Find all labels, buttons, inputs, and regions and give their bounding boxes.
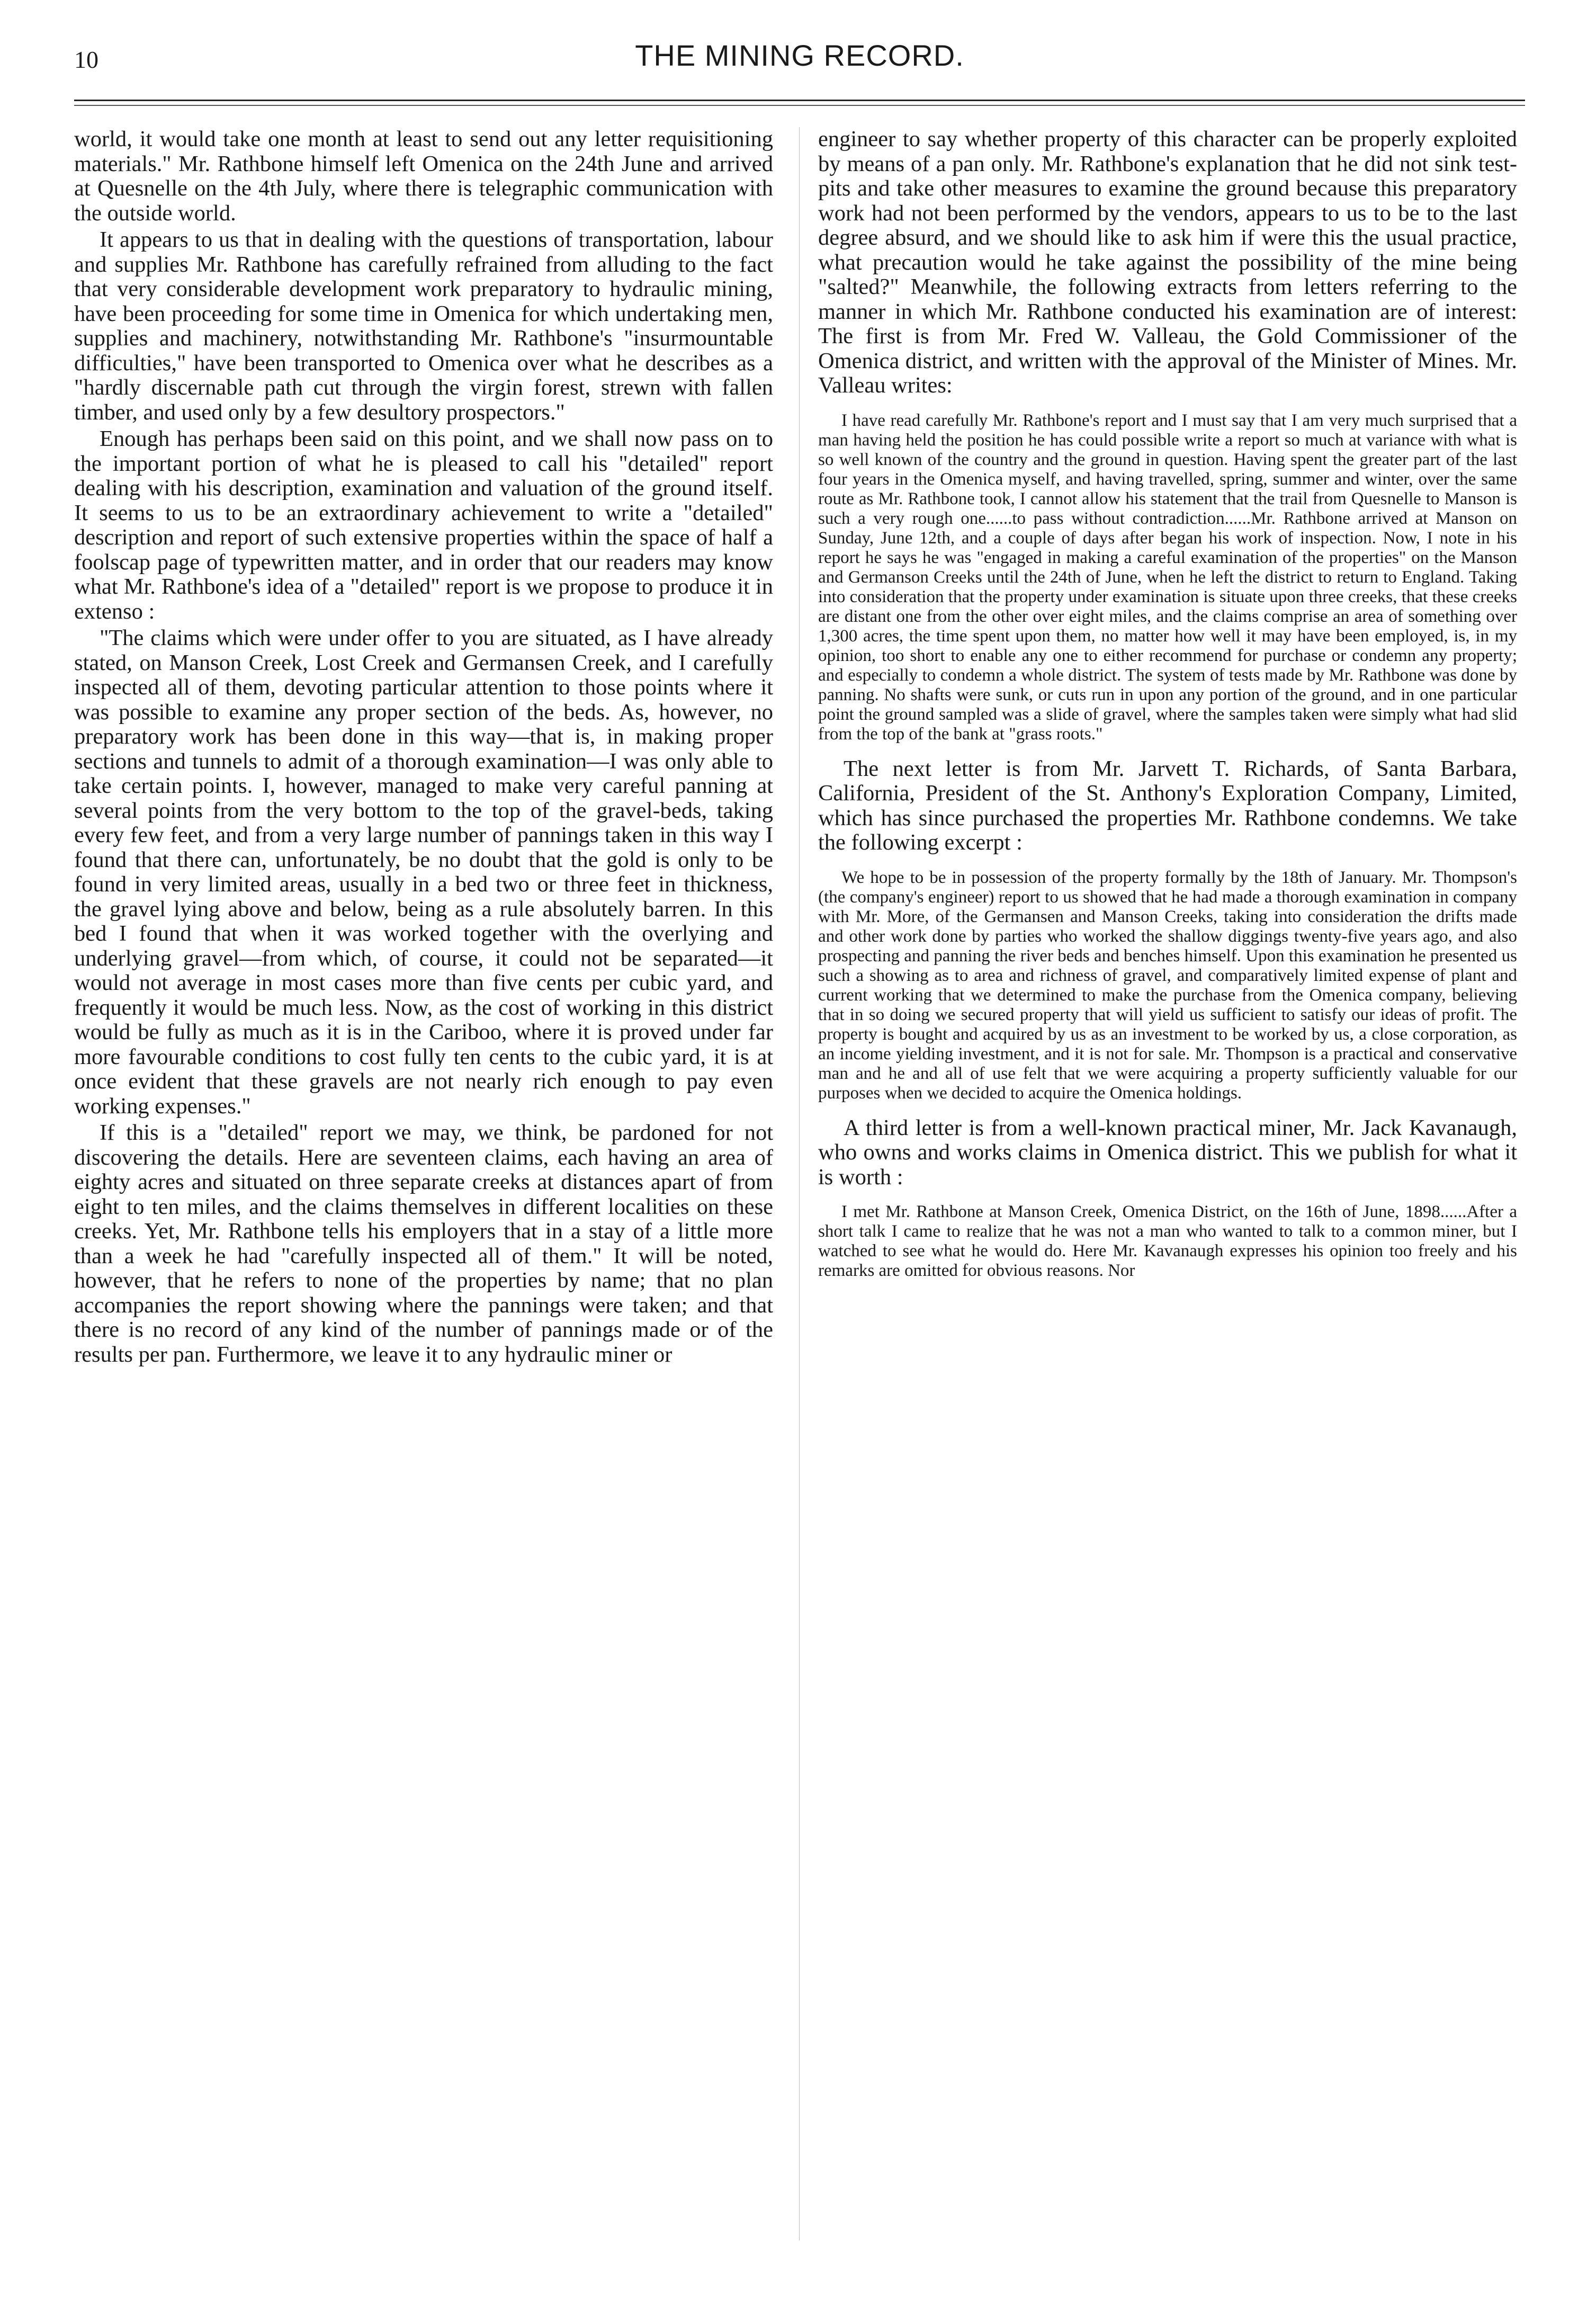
left-paragraph-2: It appears to us that in dealing with the questions of transportation, labour and supplies Mr. Rathbone has carefully refrained from alluding to the fact that very considerable development work preparatory to hydraulic mining, have been proceeding for some time in Omenica for which undertaking men, supplies and machinery, notwithstanding Mr. Rathbone's "insurmountable difficulties," have been transported to Omenica over what he describes as a "hardly discernable path cut through the virgin forest, strewn with fallen timber, and used only by a few desultory prospectors.": [74, 227, 773, 425]
right-paragraph-3: A third letter is from a well-known practical miner, Mr. Jack Kavanaugh, who owns and works claims in Omenica district. This we publish for what it is worth :: [818, 1115, 1517, 1190]
right-column: [818, 127, 1517, 2277]
left-paragraph-3: Enough has perhaps been said on this point, and we shall now pass on to the important portion of what he is pleased to call his "detailed" report dealing with his description, examination and valuation of the ground itself. It seems to us to be an extraordinary achievement to write a "detailed" description and report of such extensive properties within the space of half a foolscap page of typewritten matter, and in order that our readers may know what Mr. Rathbone's idea of a "detailed" report is we propose to produce it in extenso :: [74, 426, 773, 624]
header-rule: [74, 100, 1525, 101]
page-header: [74, 38, 1525, 91]
running-title: THE MINING RECORD.: [635, 39, 964, 72]
left-paragraph-1: world, it would take one month at least to send out any letter requisitioning materials." Mr. Rathbone himself left Omenica on the 24th June and arrived at Quesnelle on the 4th July, where there is telegraphic communication with the outside world.: [74, 127, 773, 226]
kavanaugh-letter-quote: I met Mr. Rathbone at Manson Creek, Omenica District, on the 16th of June, 1898......After a short talk I came to realize that he was not a man who wanted to talk to a common miner, but I watched to see what he would do. Here Mr. Kavanaugh expresses his opinion too freely and his remarks are omitted for obvious reasons. Nor: [818, 1202, 1517, 1280]
header-rule-secondary: [74, 105, 1525, 106]
right-paragraph-1: engineer to say whether property of this character can be properly exploited by means of a pan only. Mr. Rathbone's explanation that he did not sink test-pits and take other measures to examine the ground because this preparatory work had not been performed by the vendors, appears to us to be to the last degree absurd, and we should like to ask him if were this the usual practice, what precaution would he take against the possibility of the mine being "salted?" Meanwhile, the following extracts from letters referring to the manner in which Mr. Rathbone conducted his examination are of interest: The first is from Mr. Fred W. Valleau, the Gold Commissioner of the Omenica district, and written with the approval of the Minister of Mines. Mr. Valleau writes:: [818, 127, 1517, 398]
left-paragraph-4: "The claims which were under offer to you are situated, as I have already stated, on Manson Creek, Lost Creek and Germansen Creek, and I carefully inspected all of them, devoting particular attention to those points where it was possible to examine any proper section of the beds. As, however, no preparatory work has been done in this way—that is, in making proper sections and tunnels to admit of a thorough examination—I was only able to take certain points. I, however, managed to make very careful panning at several points from the very bottom to the top of the gravel-beds, taking every few feet, and from a very large number of pannings taken in this way I found that there can, unfortunately, be no doubt that the gold is only to be found in very limited areas, usually in a bed two or three feet in thickness, the gravel lying above and below, being as a rule absolutely barren. In this bed I found that when it was worked together with the overlying and underlying gravel—from which, of course, it could not be separated—it would not average in most cases more than five cents per cubic yard, and frequently it would be much less. Now, as the cost of working in this district would be fully as much as it is in the Cariboo, where it is proved under far more favourable conditions to cost fully ten cents to the cubic yard, it is at once evident that these gravels are not nearly rich enough to pay even working expenses.": [74, 625, 773, 1119]
right-paragraph-2: The next letter is from Mr. Jarvett T. Richards, of Santa Barbara, California, President of the St. Anthony's Exploration Company, Limited, which has since purchased the properties Mr. Rathbone condemns. We take the following excerpt :: [818, 756, 1517, 855]
column-divider: [799, 127, 800, 2240]
richards-letter-quote: We hope to be in possession of the property formally by the 18th of January. Mr. Thompson's (the company's engineer) report to us showed that he had made a thorough examination in company with Mr. More, of the Germansen and Manson Creeks, taking into consideration the drifts made and other work done by parties who worked the shallow diggings twenty-five years ago, and also prospecting and panning the river beds and benches himself. Upon this examination he presented us such a showing as to area and richness of gravel, and comparatively limited expense of plant and current working that we determined to make the purchase from the Omenica company, believing that in so doing we secured property that will yield us sufficient to satisfy our ideas of profit. The property is bought and acquired by us as an investment to be worked by us, a close corporation, as an income yielding investment, and it is not for sale. Mr. Thompson is a practical and conservative man and he and all of use felt that we were acquiring a property sufficiently valuable for our purposes when we decided to acquire the Omenica holdings.: [818, 868, 1517, 1103]
page-number: 10: [74, 46, 98, 73]
left-paragraph-5: If this is a "detailed" report we may, we think, be pardoned for not discovering the details. Here are seventeen claims, each having an area of eighty acres and situated on three separate creeks at distances apart of from eight to ten miles, and the claims themselves in different localities on these creeks. Yet, Mr. Rathbone tells his employers that in a stay of a little more than a week he had "carefully inspected all of them." It will be noted, however, that he refers to none of the properties by name; that no plan accompanies the report showing where the pannings were taken; and that there is no record of any kind of the number of pannings made or of the results per pan. Furthermore, we leave it to any hydraulic miner or: [74, 1120, 773, 1367]
valleau-letter-quote: I have read carefully Mr. Rathbone's report and I must say that I am very much surprised that a man having held the position he has could possible write a report so much at variance with what is so well known of the country and the ground in question. Having spent the greater part of the last four years in the Omenica myself, and having travelled, spring, summer and winter, over the same route as Mr. Rathbone took, I cannot allow his statement that the trail from Quesnelle to Manson is such a very rough one......to pass without contradiction......Mr. Rathbone arrived at Manson on Sunday, June 12th, and a couple of days after began his work of inspection. Now, I note in his report he says he was "engaged in making a careful examination of the properties" on the Manson and Germanson Creeks until the 24th of June, when he left the district to return to England. Taking into consideration that the property under examination is situate upon three creeks, that these creeks are distant one from the other over eight miles, and the claims comprise an area of something over 1,300 acres, the time spent upon them, no matter how well it may have been employed, is, in my opinion, too short to enable any one to either recommend for purchase or condemn any property; and especially to condemn a whole district. The system of tests made by Mr. Rathbone was done by panning. No shafts were sunk, or cuts run in upon any portion of the ground, and in one particular point the ground sampled was a slide of gravel, where the samples taken were simply what had slid from the top of the bank at "grass roots.": [818, 410, 1517, 744]
left-column: [74, 127, 773, 2277]
